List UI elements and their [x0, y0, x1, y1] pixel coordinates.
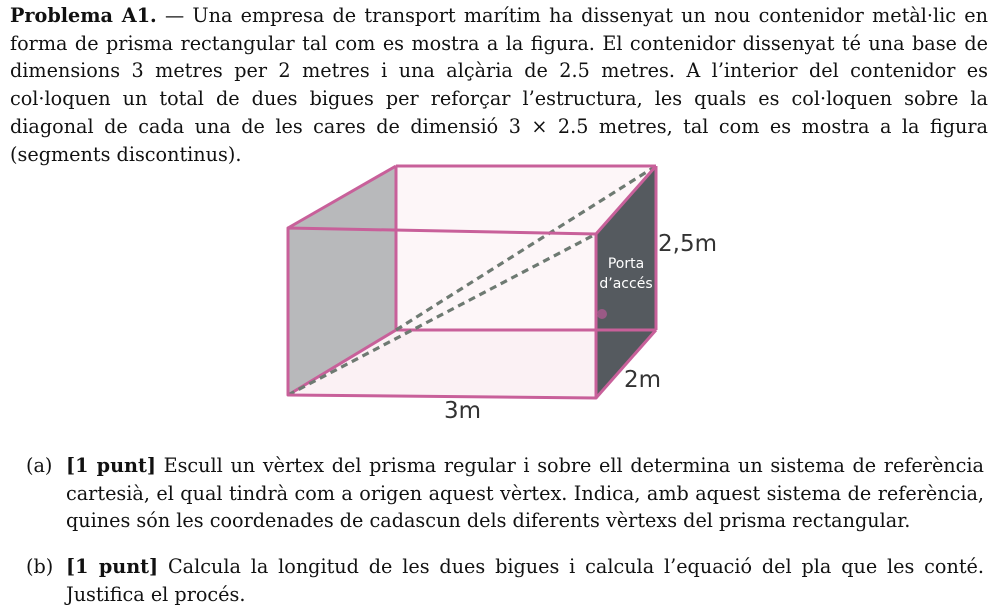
- question-b-text: Calcula la longitud de les dues bigues i calcula l’equació del pla que les conté. Justifica el procés.: [66, 555, 985, 606]
- question-a-points: [1 punt]: [66, 454, 156, 477]
- depth-label: 2m: [624, 367, 662, 393]
- door-label-line1: Porta: [607, 256, 645, 272]
- question-a-label: (a): [26, 454, 53, 477]
- question-a-text: Escull un vèrtex del prisma regular i sobre ell determina un sistema de referència cartesià, el qual tindrà com a origen aquest vèrtex. Indica, amb aquest sistema de referència, quines són les coordenades de cadascun dels diferents vèrtexs del prisma rectangular.: [66, 454, 984, 532]
- problem-dash: —: [164, 4, 185, 27]
- question-b: [26, 553, 984, 608]
- width-label: 3m: [444, 398, 482, 424]
- height-label: 2,5m: [658, 231, 717, 257]
- door-handle: [597, 309, 607, 319]
- question-b-label: (b): [26, 555, 54, 578]
- problem-text: Una empresa de transport marítim ha dissenyat un nou contenidor metàl·lic en forma de prisma rectangular tal com es mostra a la figura. El contenidor dissenyat té una base de dimensions 3 metres per 2 metres i una alçària de 2.5 metres. A l’interior del contenidor es col·loquen un total de dues bigues per reforçar l’estructura, les quals es col·loquen sobre la diagonal de cada una de les cares de dimensió 3 × 2.5 metres, tal com es mostra a la figura (segments discontinus).: [10, 4, 988, 166]
- door-label-line2: d’accés: [599, 276, 653, 292]
- problem-title: Problema A1.: [10, 4, 157, 27]
- question-b-points: [1 punt]: [66, 555, 159, 578]
- question-a: [26, 452, 984, 535]
